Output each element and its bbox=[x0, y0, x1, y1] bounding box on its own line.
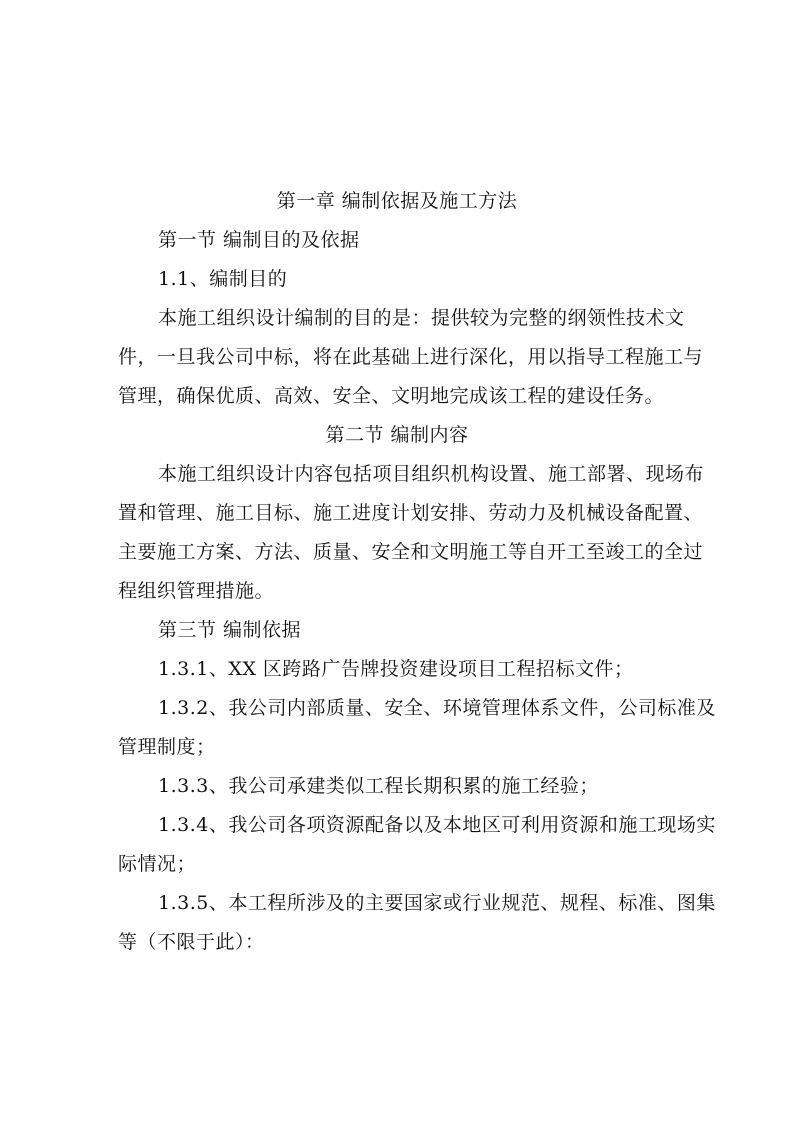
paragraph-line: 主要施工方案、方法、质量、安全和文明施工等自开工至竣工的全过 bbox=[118, 541, 704, 563]
basis-item-4-cont: 际情况； bbox=[118, 853, 197, 875]
basis-item-2: 1.3.2、我公司内部质量、安全、环境管理体系文件，公司标准及 bbox=[158, 697, 716, 719]
section-1-title: 第一节 编制目的及依据 bbox=[158, 229, 360, 251]
basis-item-3: 1.3.3、我公司承建类似工程长期积累的施工经验； bbox=[158, 775, 599, 797]
subsection-1-1-title: 1.1、编制目的 bbox=[158, 268, 288, 290]
paragraph-line: 本施工组织设计内容包括项目组织机构设置、施工部署、现场布 bbox=[158, 463, 705, 485]
paragraph-line: 管理，确保优质、高效、安全、文明地完成该工程的建设任务。 bbox=[118, 385, 665, 407]
paragraph-line: 件，一旦我公司中标，将在此基础上进行深化，用以指导工程施工与 bbox=[118, 346, 704, 368]
section-2-title: 第二节 编制内容 bbox=[325, 424, 469, 446]
basis-item-1: 1.3.1、XX 区跨路广告牌投资建设项目工程招标文件； bbox=[158, 658, 634, 680]
basis-item-5-cont: 等（不限于此）： bbox=[118, 931, 265, 953]
basis-item-4: 1.3.4、我公司各项资源配备以及本地区可利用资源和施工现场实 bbox=[158, 814, 716, 836]
paragraph-line: 程组织管理措施。 bbox=[118, 580, 275, 602]
paragraph-line: 本施工组织设计编制的目的是：提供较为完整的纲领性技术文 bbox=[158, 307, 685, 329]
section-3-title: 第三节 编制依据 bbox=[158, 619, 302, 641]
basis-item-2-cont: 管理制度； bbox=[118, 736, 216, 758]
document-page bbox=[118, 182, 716, 962]
paragraph-line: 置和管理、施工目标、施工进度计划安排、劳动力及机械设备配置、 bbox=[118, 502, 704, 524]
chapter-title: 第一章 编制依据及施工方法 bbox=[276, 190, 518, 212]
basis-item-5: 1.3.5、本工程所涉及的主要国家或行业规范、规程、标准、图集 bbox=[158, 892, 716, 914]
